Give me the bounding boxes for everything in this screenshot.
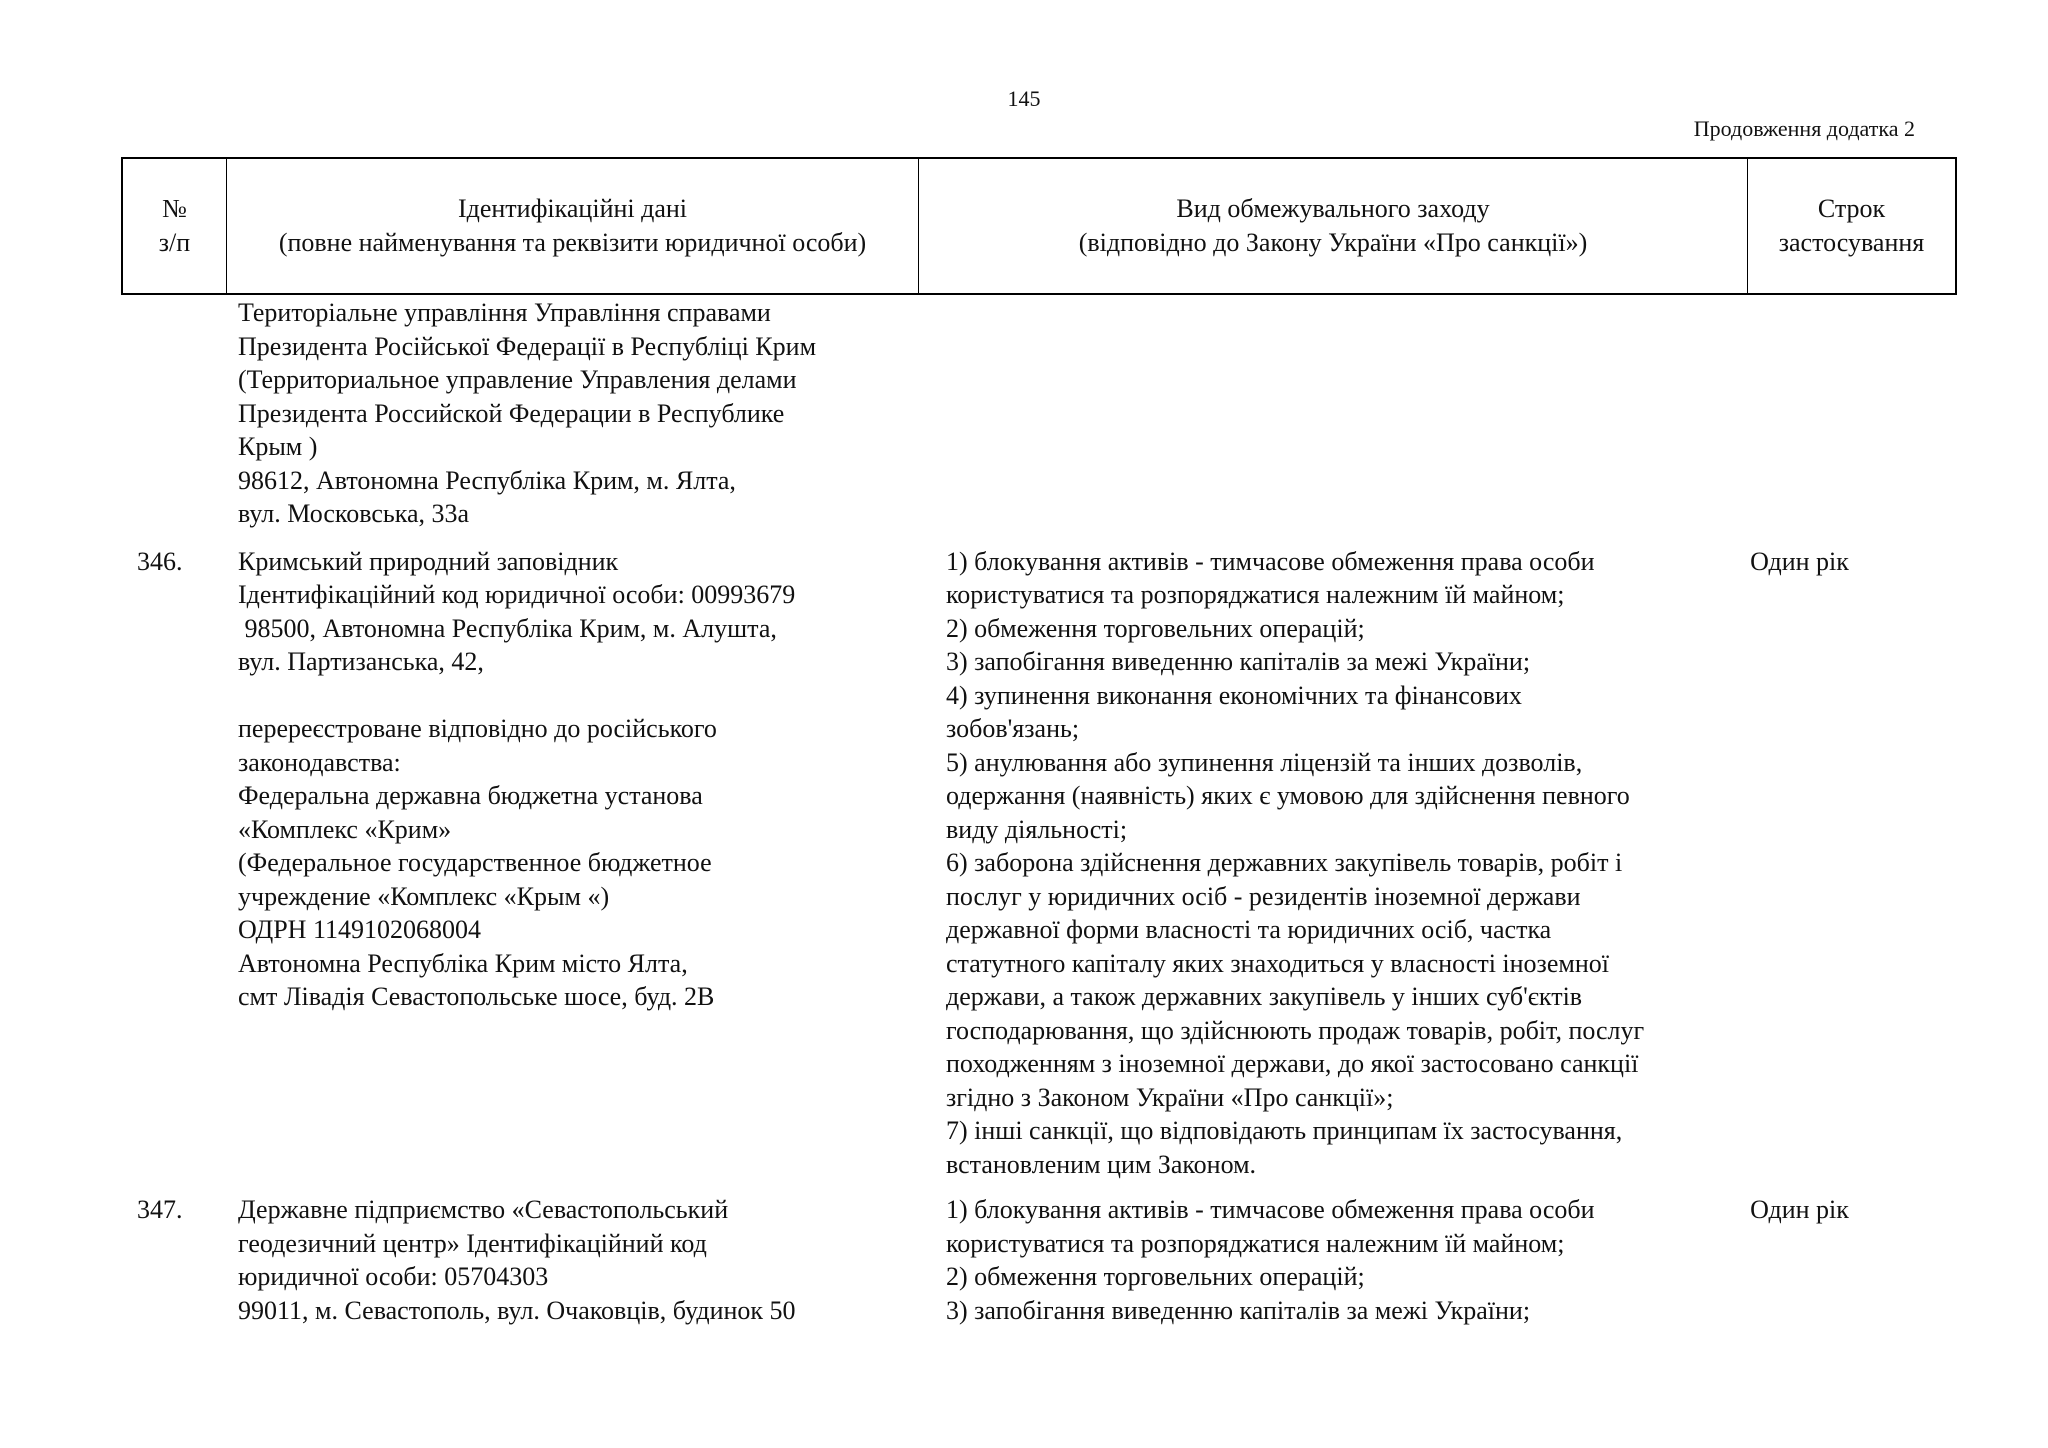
header-number bbox=[123, 159, 227, 293]
header-identification-line1: Ідентифікаційні дані bbox=[457, 194, 688, 223]
measure-line: користуватися та розпоряджатися належним їй майном; bbox=[946, 580, 1565, 609]
row-term: Один рік bbox=[1750, 1195, 1849, 1224]
measure-line: 3) запобігання виведенню капіталів за межі України; bbox=[946, 647, 1531, 676]
identification-line: Президента Російської Федерації в Республіці Крим bbox=[238, 331, 817, 361]
identification-line: геодезичний центр» Ідентифікаційний код bbox=[238, 1228, 707, 1258]
measure-line: користуватися та розпоряджатися належним їй майном; bbox=[946, 1228, 1565, 1258]
measure-line: 6) заборона здійснення державних закупівель товарів, робіт і bbox=[946, 848, 1623, 877]
identification-line: Державне підприємство «Севастопольський bbox=[238, 1195, 729, 1224]
identification-line: 98612, Автономна Республіка Крим, м. Ялта, bbox=[238, 465, 736, 495]
header-identification-line2: (повне найменування та реквізити юридичної особи) bbox=[278, 228, 867, 257]
measure-line: господарювання, що здійснюють продаж товарів, робіт, послуг bbox=[946, 1015, 1645, 1045]
measure-line: 2) обмеження торговельних операцій; bbox=[946, 1262, 1365, 1291]
row-number: 346. bbox=[137, 546, 183, 576]
table-row bbox=[121, 545, 1957, 1182]
table-body bbox=[121, 296, 1957, 1327]
row-number: 347. bbox=[137, 1195, 183, 1224]
identification-line: Кримський природний заповідник bbox=[238, 546, 619, 576]
identification-line: ОДРН 1149102068004 bbox=[238, 915, 481, 944]
row-term bbox=[1642, 296, 1957, 531]
identification-line: (Территориальное управление Управления делами bbox=[238, 365, 797, 394]
identification-line: (Федеральное государственное бюджетное bbox=[238, 848, 712, 877]
measure-line: державної форми власності та юридичних осіб, частка bbox=[946, 915, 1552, 944]
row-identification bbox=[121, 296, 917, 531]
measure-line: 2) обмеження торговельних операцій; bbox=[946, 613, 1365, 643]
measure-line: 3) запобігання виведенню капіталів за межі України; bbox=[946, 1295, 1531, 1325]
identification-line: Територіальне управління Управління справами bbox=[238, 298, 771, 327]
identification-line: «Комплекс «Крим» bbox=[238, 814, 452, 844]
identification-line: перереєстроване відповідно до російського bbox=[238, 714, 717, 743]
identification-line: учреждение «Комплекс «Крым «) bbox=[238, 881, 610, 911]
identification-line: смт Лівадія Севастопольське шосе, буд. 2В bbox=[238, 982, 715, 1011]
header-measure-line2: (відповідно до Закону України «Про санкції») bbox=[1078, 228, 1588, 257]
measure-line: зобов'язань; bbox=[946, 714, 1080, 743]
measure-line: 7) інші санкції, що відповідають принципам їх застосування, bbox=[946, 1116, 1623, 1145]
header-identification bbox=[227, 159, 919, 293]
identification-line: вул. Партизанська, 42, bbox=[238, 647, 484, 676]
row-identification bbox=[121, 1193, 917, 1327]
row-measures bbox=[813, 545, 1645, 1182]
measure-line: послуг у юридичних осіб - резидентів іноземної держави bbox=[946, 881, 1581, 911]
measure-line: 1) блокування активів - тимчасове обмеження права особи bbox=[946, 546, 1595, 576]
measure-line: статутного капіталу яких знаходиться у власності іноземної bbox=[946, 948, 1609, 978]
measure-line: встановленим цим Законом. bbox=[946, 1149, 1257, 1179]
page-number: 145 bbox=[1007, 86, 1041, 111]
identification-line: 98500, Автономна Республіка Крим, м. Алушта, bbox=[238, 613, 777, 643]
row-measures bbox=[813, 296, 1642, 531]
header-term bbox=[1748, 159, 1955, 293]
header-term-line2: застосування bbox=[1778, 228, 1925, 257]
measure-line: згідно з Законом України «Про санкції»; bbox=[946, 1082, 1394, 1112]
measure-line: одержання (наявність) яких є умовою для здійснення певного bbox=[946, 781, 1630, 810]
identification-line: Федеральна державна бюджетна установа bbox=[238, 781, 703, 810]
row-measures bbox=[813, 1193, 1642, 1327]
identification-line: Автономна Республіка Крим місто Ялта, bbox=[238, 948, 688, 978]
header-measure-line1: Вид обмежувального заходу bbox=[1176, 194, 1490, 223]
header-term-line1: Строк bbox=[1817, 194, 1886, 223]
continuation-label: Продовження додатка 2 bbox=[1693, 116, 1915, 141]
measure-line: 5) анулювання або зупинення ліцензій та інших дозволів, bbox=[946, 747, 1583, 777]
header-measure bbox=[919, 159, 1748, 293]
measure-line: 1) блокування активів - тимчасове обмеження права особи bbox=[946, 1195, 1595, 1224]
measure-line: держави, а також державних закупівель у інших суб'єктів bbox=[946, 982, 1583, 1011]
table-row bbox=[121, 1193, 1957, 1327]
table-row bbox=[121, 296, 1957, 531]
header-number-line2: з/п bbox=[158, 228, 191, 257]
identification-line: юридичної особи: 05704303 bbox=[238, 1262, 549, 1291]
identification-line: Крым ) bbox=[238, 432, 318, 461]
row-term: Один рік bbox=[1750, 546, 1849, 576]
identification-line: законодавства: bbox=[238, 747, 401, 777]
identification-line: Ідентифікаційний код юридичної особи: 00993679 bbox=[238, 580, 796, 609]
row-identification bbox=[121, 545, 917, 1182]
identification-line: 99011, м. Севастополь, вул. Очаковців, будинок 50 bbox=[238, 1295, 796, 1325]
identification-line: Президента Российской Федерации в Республике bbox=[238, 398, 785, 428]
measure-line: виду діяльності; bbox=[946, 814, 1128, 844]
header-number-line1: № bbox=[162, 194, 187, 223]
table-header bbox=[121, 157, 1957, 295]
measure-line: походженням з іноземної держави, до якої застосовано санкції bbox=[946, 1049, 1639, 1078]
identification-line: вул. Московська, 33а bbox=[238, 499, 470, 528]
measure-line: 4) зупинення виконання економічних та фінансових bbox=[946, 680, 1522, 710]
